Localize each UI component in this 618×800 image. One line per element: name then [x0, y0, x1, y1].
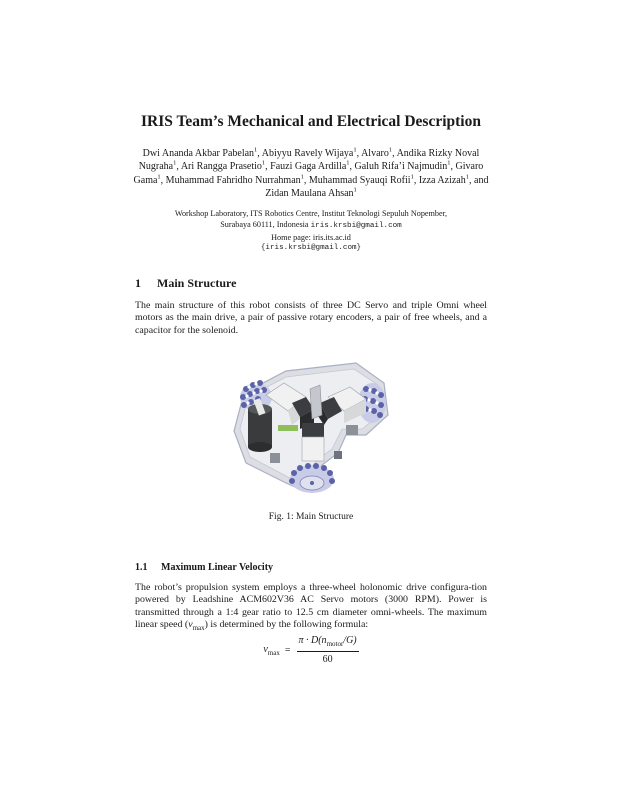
inline-variable-symbol: v	[188, 618, 193, 630]
battery-cylinder	[248, 398, 272, 452]
pcb-board	[278, 425, 298, 431]
subsection-number: 1.1	[135, 562, 148, 574]
formula-equals: =	[284, 645, 291, 657]
author-affiliation-mark: 1	[388, 146, 393, 154]
author-affiliation-mark: 1	[300, 173, 304, 181]
author-name: Muhammad Fahridho Nurrahman$^1$	[165, 173, 304, 186]
motor-front	[302, 423, 324, 461]
formula-fraction	[297, 635, 359, 666]
author-affiliation-mark: 1	[261, 159, 266, 167]
affiliation-line-2	[129, 219, 493, 232]
center-bracket	[310, 385, 322, 419]
author-name: Andika Rizky Noval Nugraha$^1$	[138, 148, 480, 173]
author-affiliation-mark: 1	[346, 159, 350, 167]
author-affiliation-mark: 1	[465, 173, 469, 181]
subsection-1-1-paragraph	[135, 582, 487, 631]
formula-lhs-subscript: max	[267, 649, 280, 658]
subsection-heading-1-1	[135, 561, 487, 574]
author-affiliation-mark: 1	[353, 186, 357, 194]
paper-title: IRIS Team’s Mechanical and Electrical Description	[141, 113, 481, 130]
inline-variable-subscript: max	[192, 623, 205, 632]
email-braced: {iris.krsbi@gmail.com}	[260, 244, 362, 253]
formula-numerator	[297, 635, 359, 652]
affiliation-block	[129, 208, 493, 254]
email-link[interactable]: iris.krsbi@gmail.com	[310, 222, 402, 231]
author-name: Ari Rangga Prasetio$^1$	[180, 159, 266, 173]
author-affiliation-mark: 1	[410, 173, 414, 181]
author-name: Givaro Gama$^1$	[133, 161, 484, 186]
affiliation-line-1: Workshop Laboratory, ITS Robotics Centre, Institut Teknologi Sepuluh Nopember,	[174, 209, 448, 219]
formula-lhs-symbol: v	[263, 644, 268, 656]
formula-denominator: 60	[322, 654, 333, 666]
author-name: Izza Azizah$^1$	[418, 173, 469, 186]
component-right	[346, 425, 358, 435]
section-number: 1	[135, 276, 141, 291]
formula-numerator-text-b: /G)	[343, 635, 357, 647]
author-affiliation-mark: 1	[447, 159, 451, 167]
author-name: Galuh Rifa’i Najmudin$^1$	[354, 159, 451, 173]
subsection-title: Maximum Linear Velocity	[161, 562, 274, 574]
inline-variable	[188, 619, 204, 630]
author-list: Dwi Ananda Akbar Pabelan$^1$, Abiyyu Ravely Wijaya$^1$, Alvaro$^1$, Andika Rizky Noval Nugraha$^1$, Ari Rangga Prasetio$^1$, Fauzi Gaga Ardilla$^1$, Galuh Rifa’i Najmudin$^1$, Givaro Gama$^1$, Muhammad Fahridho Nurrahman$^1$, Muhammad Syauqi Rofii$^1$, Izza Azizah$^1$, and Zidan Maulana Ahsan$^1$	[133, 146, 489, 199]
author-name: Alvaro$^1$	[361, 146, 393, 159]
author-name: Dwi Ananda Akbar Pabelan$^1$	[142, 146, 258, 159]
author-affiliation-mark: 1	[254, 146, 258, 154]
formula-numerator-subscript: motor	[326, 640, 344, 649]
author-name: Zidan Maulana Ahsan$^1$	[265, 186, 357, 199]
author-affiliation-mark: 1	[353, 146, 357, 154]
formula-lhs	[263, 644, 280, 657]
author-name: Muhammad Syauqi Rofii$^1$	[308, 173, 414, 186]
figure-caption: Fig. 1: Main Structure	[268, 512, 354, 523]
author-name: Fauzi Gaga Ardilla$^1$	[270, 159, 350, 173]
section-heading-1	[135, 276, 487, 291]
component-left	[270, 453, 280, 463]
section-title: Main Structure	[157, 276, 237, 291]
formula-numerator-text-a: π · D(n	[298, 635, 327, 647]
velocity-formula	[135, 635, 487, 666]
component-front-right	[334, 451, 342, 459]
author-affiliation-mark: 1	[173, 159, 177, 167]
author-affiliation-mark: 1	[157, 173, 161, 181]
section-1-paragraph: The main structure of this robot consists of three DC Servo and triple Omni wheel motors as the main drive, a pair of passive rotary encoders, a pair of free wheels, and a capacitor for the solenoid.	[135, 300, 487, 336]
paragraph-text-a: The robot’s propulsion system employs a three-wheel holonomic drive configura-tion powered by Leadshine ACM602V36 AC Servo motors (3000 RPM). Power is transmitted through a 1:4 gear ratio to 12.5 cm diameter omni-wheels. The maximum linear speed (	[135, 582, 487, 630]
figure-robot-image	[226, 353, 396, 495]
robot-render-icon	[226, 353, 396, 495]
affiliation-city: Surabaya 60111, Indonesia	[220, 220, 309, 230]
homepage-link[interactable]: Home page: iris.its.ac.id	[271, 233, 351, 243]
paragraph-text-b: ) is determined by the following formula:	[204, 618, 369, 630]
author-name: Abiyyu Ravely Wijaya$^1$	[261, 146, 357, 159]
text-column	[135, 112, 487, 666]
